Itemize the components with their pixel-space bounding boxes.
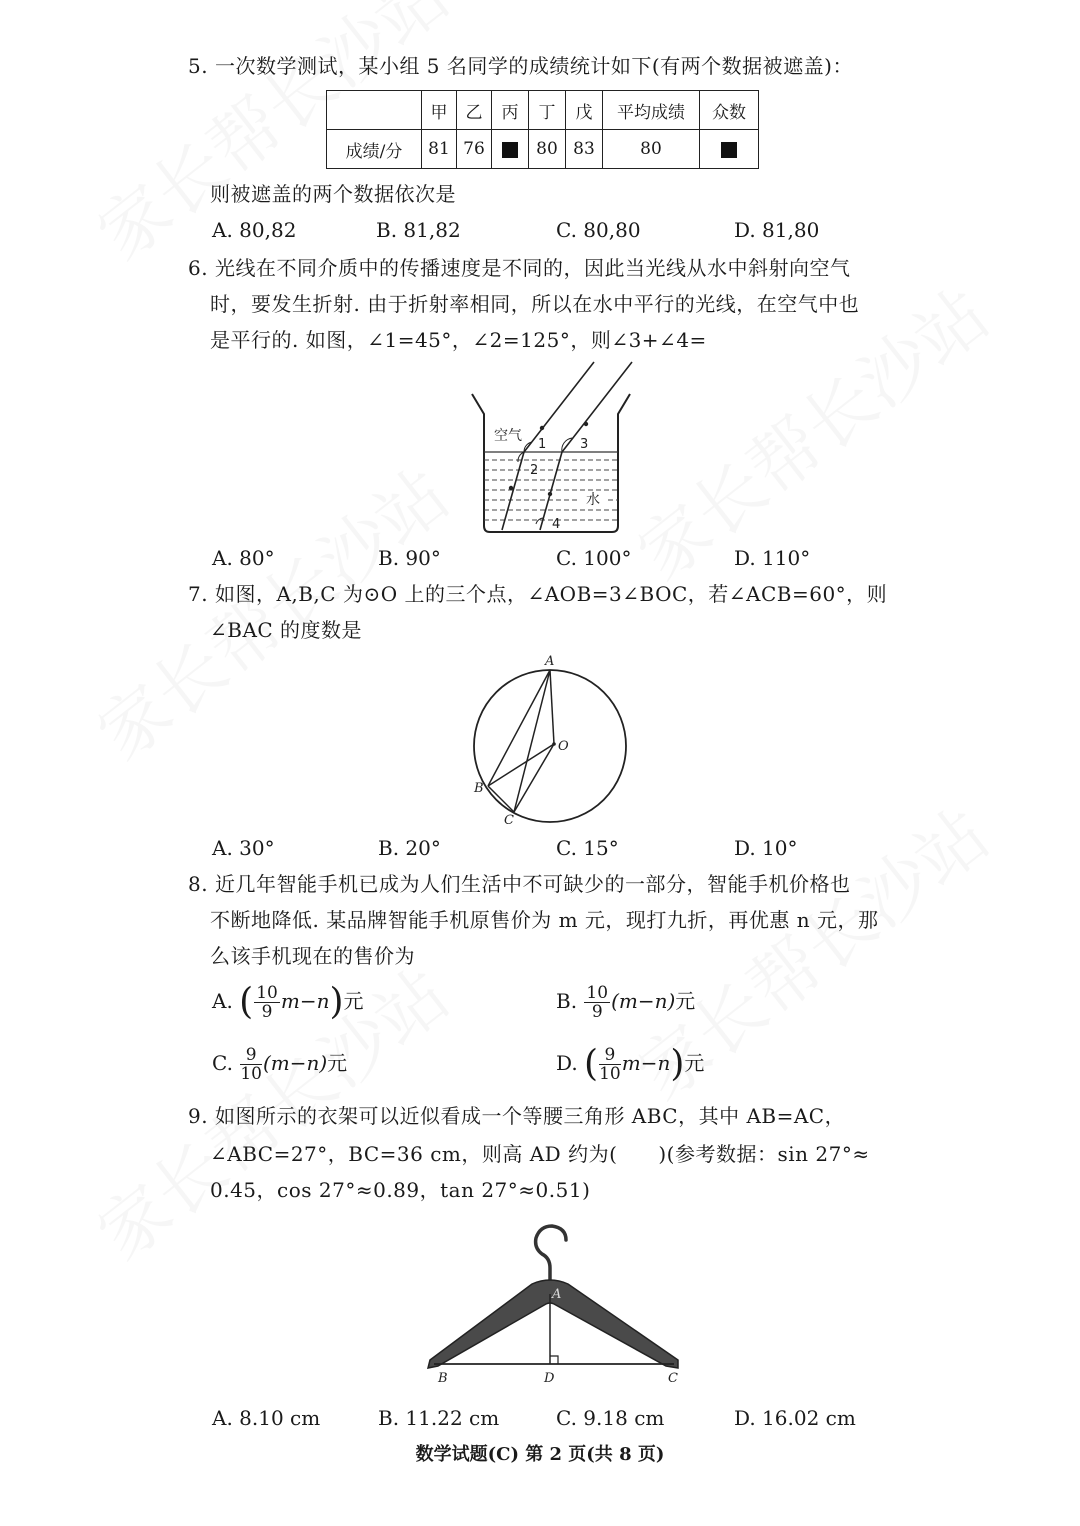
q5-option-b: B. 81,82 xyxy=(376,218,461,242)
angle-3-label: 3 xyxy=(580,437,589,452)
point-a-label: A xyxy=(545,654,555,669)
left-paren: ( xyxy=(239,981,254,1023)
q9-option-a: A. 8.10 cm xyxy=(212,1406,321,1430)
q8-option-b xyxy=(556,984,695,1021)
q6-stem-line3: 是平行的. 如图，∠1=45°，∠2=125°，则∠3+∠4= xyxy=(210,328,707,352)
angle-4-label: 4 xyxy=(552,517,561,532)
fraction-numerator: 9 xyxy=(599,1046,621,1065)
cover-block xyxy=(721,142,737,158)
table-cell xyxy=(327,91,422,130)
q6-option-d: D. 110° xyxy=(734,546,811,570)
table-cell: 76 xyxy=(457,130,492,169)
air-label: 空气 xyxy=(494,428,522,444)
table-cell: 成绩/分 xyxy=(327,130,422,169)
circle-figure xyxy=(466,650,636,830)
point-b-label: B xyxy=(438,1371,448,1386)
table-cell: 丁 xyxy=(529,91,566,130)
q9-stem-line3: 0.45，cos 27°≈0.89，tan 27°≈0.51) xyxy=(210,1178,591,1202)
q5-option-a: A. 80,82 xyxy=(212,218,297,242)
table-cell: 80 xyxy=(603,130,700,169)
table-cell: 乙 xyxy=(457,91,492,130)
q6-option-a: A. 80° xyxy=(212,546,275,570)
q9-option-c: C. 9.18 cm xyxy=(556,1406,665,1430)
q5-line2: 则被遮盖的两个数据依次是 xyxy=(210,182,456,206)
expression: m−n xyxy=(621,1051,671,1075)
page-footer: 数学试题(C) 第 2 页(共 8 页) xyxy=(415,1444,665,1465)
q5-option-c: C. 80,80 xyxy=(556,218,641,242)
table-cell: 81 xyxy=(422,130,457,169)
fraction-numerator: 10 xyxy=(586,983,609,1003)
water-label: 水 xyxy=(586,492,600,508)
table-cell: 丙 xyxy=(492,91,529,130)
table-row xyxy=(327,130,759,169)
q7-option-b: B. 20° xyxy=(378,836,441,860)
hanger-figure xyxy=(420,1218,690,1390)
point-c-label: C xyxy=(668,1371,678,1386)
fraction-denominator: 10 xyxy=(599,1064,621,1084)
point-d-label: D xyxy=(544,1371,555,1386)
table-cell: 众数 xyxy=(700,91,759,130)
q9-option-d: D. 16.02 cm xyxy=(734,1406,856,1430)
q7-option-a: A. 30° xyxy=(212,836,275,860)
option-label: C. xyxy=(212,1051,233,1075)
q6-stem-line2: 时，要发生折射. 由于折射率相同，所以在水中平行的光线，在空气中也 xyxy=(210,292,860,316)
point-c-label: C xyxy=(504,813,514,828)
fraction-numerator: 10 xyxy=(256,983,278,1003)
q8-option-a xyxy=(212,981,364,1023)
unit: 元 xyxy=(343,989,364,1013)
left-paren: ( xyxy=(584,1043,599,1085)
angle-2-label: 2 xyxy=(530,463,539,478)
q7-option-c: C. 15° xyxy=(556,836,619,860)
q7-stem-line1: 7. 如图，A,B,C 为⊙O 上的三个点，∠AOB=3∠BOC，若∠ACB=60°，则 xyxy=(188,582,888,606)
fraction-denominator: 9 xyxy=(591,1002,603,1022)
cover-block xyxy=(502,142,518,158)
angle-1-label: 1 xyxy=(538,437,547,452)
unit: 元 xyxy=(684,1051,705,1075)
q6-option-c: C. 100° xyxy=(556,546,632,570)
fraction-denominator: 10 xyxy=(240,1064,262,1084)
q8-stem-line3: 么该手机现在的售价为 xyxy=(210,944,415,968)
fraction-numerator: 9 xyxy=(240,1046,262,1065)
point-o-label: O xyxy=(558,739,569,754)
unit: 元 xyxy=(327,1051,348,1075)
fraction xyxy=(254,984,280,1021)
score-table xyxy=(326,90,759,169)
q7-stem-line2: ∠BAC 的度数是 xyxy=(210,618,363,642)
q9-option-b: B. 11.22 cm xyxy=(378,1406,500,1430)
table-header-row xyxy=(327,91,759,130)
q8-option-c xyxy=(212,1046,347,1083)
fraction xyxy=(599,1046,621,1083)
fraction-denominator: 9 xyxy=(261,1002,273,1022)
expression: m−n xyxy=(280,989,330,1013)
expression: (m−n) xyxy=(262,1051,328,1075)
option-label: D. xyxy=(556,1051,578,1075)
q8-stem-line2: 不断地降低. 某品牌智能手机原售价为 m 元，现打九折，再优惠 n 元，那 xyxy=(210,908,879,932)
table-cell: 80 xyxy=(529,130,566,169)
hidden-value-cell xyxy=(700,130,759,169)
point-b-label: B xyxy=(474,781,484,796)
beaker-figure xyxy=(460,358,640,538)
q8-stem-line1: 8. 近几年智能手机已成为人们生活中不可缺少的一部分，智能手机价格也 xyxy=(188,872,851,896)
fraction xyxy=(240,1046,262,1083)
q7-option-d: D. 10° xyxy=(734,836,798,860)
table-cell: 83 xyxy=(566,130,603,169)
table-cell: 戊 xyxy=(566,91,603,130)
expression: (m−n) xyxy=(611,989,676,1013)
right-paren: ) xyxy=(329,981,344,1023)
q8-option-d xyxy=(556,1043,705,1085)
q5-stem: 5. 一次数学测试，某小组 5 名同学的成绩统计如下(有两个数据被遮盖)： xyxy=(188,54,853,78)
unit: 元 xyxy=(675,989,696,1013)
option-label: A. xyxy=(212,989,233,1013)
hidden-value-cell xyxy=(492,130,529,169)
q6-option-b: B. 90° xyxy=(378,546,441,570)
q6-stem-line1: 6. 光线在不同介质中的传播速度是不同的，因此当光线从水中斜射向空气 xyxy=(188,256,851,280)
fraction xyxy=(584,984,610,1021)
point-a-label: A xyxy=(552,1287,562,1302)
table-cell: 甲 xyxy=(422,91,457,130)
right-paren: ) xyxy=(670,1043,685,1085)
option-label: B. xyxy=(556,989,578,1013)
q5-option-d: D. 81,80 xyxy=(734,218,820,242)
q9-stem-line2: ∠ABC=27°，BC=36 cm，则高 AD 约为( )(参考数据：sin 27°≈ xyxy=(210,1142,870,1166)
q9-stem-line1: 9. 如图所示的衣架可以近似看成一个等腰三角形 ABC，其中 AB=AC， xyxy=(188,1104,846,1128)
table-cell: 平均成绩 xyxy=(603,91,700,130)
